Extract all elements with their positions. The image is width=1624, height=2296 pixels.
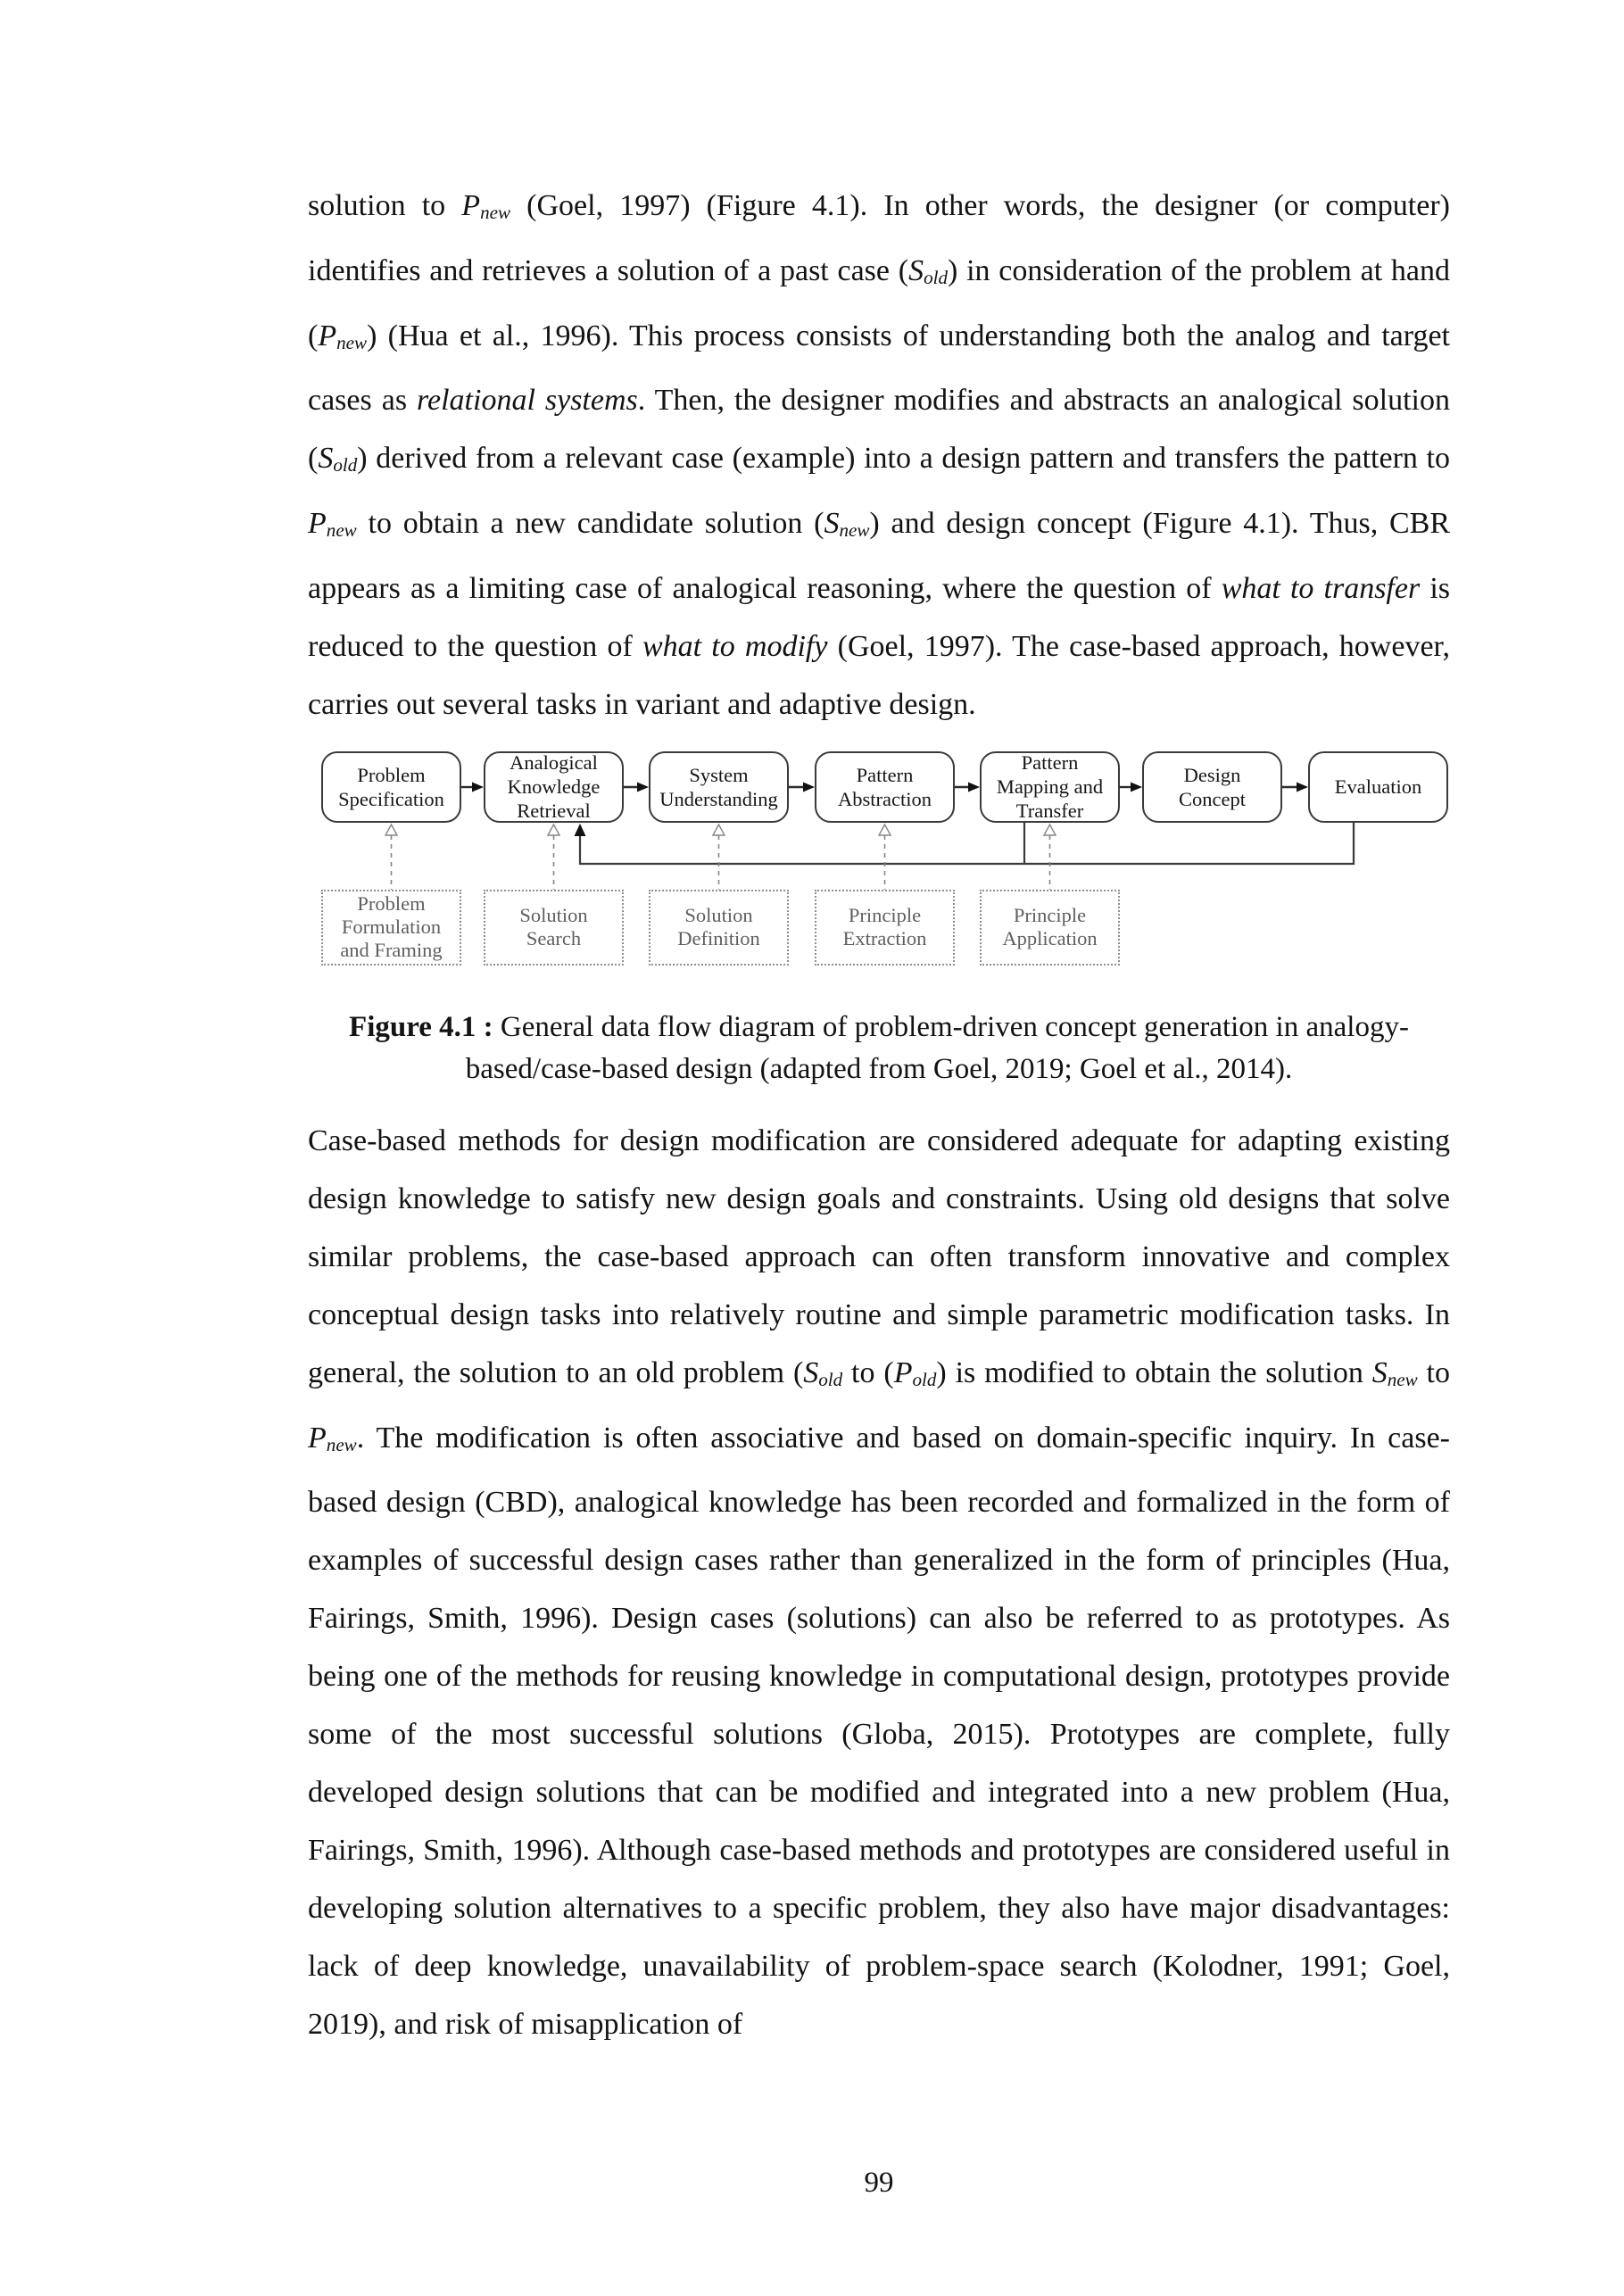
text-segment: what to modify <box>642 629 828 663</box>
text-segment: (Goel, 1997) (Figure 4.1). In other words, the designer (or computer) identifies and retrieves a solution of a past case ( <box>308 189 1450 287</box>
diagram-box-pattern-mapping-transfer: Pattern Mapping and Transfer <box>980 751 1120 823</box>
text-segment: ) in consideration of the problem at hand ( <box>308 253 1450 352</box>
text-segment: S <box>1371 1355 1388 1389</box>
diagram-box-system-understanding: System Understanding <box>649 751 789 823</box>
text-segment: S <box>803 1355 819 1389</box>
text-segment: . Then, the designer modifies and abstracts an analogical solution ( <box>308 384 1450 476</box>
text-segment: new <box>326 1433 357 1455</box>
text-segment: (Goel, 1997). The case-based approach, however, carries out several tasks in variant and adaptive design. <box>308 629 1451 721</box>
text-segment: new <box>839 518 870 541</box>
text-segment: S <box>824 507 840 541</box>
text-segment: new <box>1387 1368 1418 1390</box>
text-segment: new <box>336 331 368 353</box>
diagram-subbox-principle-extraction: Principle Extraction <box>815 890 955 966</box>
text-segment: old <box>912 1368 937 1390</box>
diagram-subbox-solution-search: Solution Search <box>484 890 624 966</box>
figure-4-1-diagram <box>308 734 1450 969</box>
text-segment: ) is modified to obtain the solution <box>936 1355 1372 1389</box>
text-segment: new <box>326 518 357 541</box>
text-segment: ) and design concept (Figure 4.1). Thus, CBR appears as a limiting case of analogical reasoning, where the question of <box>308 507 1450 605</box>
page-number: 99 <box>864 2167 894 2199</box>
text-segment: Case-based methods for design modification are considered adequate for adapting existing design knowledge to satisfy new design goals and constraints. Using old designs that solve similar problems, the case-based approach can often transform innovative and complex conceptual design tasks into relatively routine and simple parametric modification tasks. In general, the solution to an old problem ( <box>308 1123 1450 1389</box>
text-segment: old <box>924 266 949 288</box>
text-segment: P <box>318 319 337 352</box>
figure-caption-label: Figure 4.1 : <box>349 1010 493 1043</box>
dashed-connectors <box>392 835 1050 890</box>
text-segment: new <box>480 201 511 223</box>
diagram-box-design-concept: Design Concept <box>1142 751 1282 823</box>
text-segment: solution to <box>308 189 462 222</box>
text-segment: what to transfer <box>1221 571 1421 605</box>
diagram-box-analogical-knowledge-retrieval: Analogical Knowledge Retrieval <box>484 751 624 823</box>
text-segment: old <box>333 454 358 477</box>
body-paragraph-1 <box>308 177 1450 734</box>
text-segment: S <box>318 442 334 476</box>
figure-caption <box>344 1007 1414 1090</box>
text-segment: P <box>461 189 481 222</box>
feedback-arrow <box>575 823 1355 864</box>
text-segment: ) derived from a relevant case (example) into a design pattern and transfers the pattern to <box>357 442 1450 476</box>
text-segment: to ( <box>842 1355 894 1389</box>
text-segment: . The modification is often associative and based on domain-specific inquiry. In case-based design (CBD), analogical knowledge has been recorded and formalized in the form of examples of successful design cases rather than generalized in the form of principles (Hua, Fairings, Smith, 1996). Design cases (solutions) can also be referred to as prototypes. As being one of the methods for reusing knowledge in computational design, prototypes provide some of the most successful solutions (Globa, 2015). Prototypes are complete, fully developed design solutions that can be modified and integrated into a new problem (Hua, Fairings, Smith, 1996). Although case-based methods and prototypes are considered useful in developing solution alternatives to a specific problem, they also have major disadvantages: lack of deep knowledge, unavailability of problem-space search (Kolodner, 1991; Goel, 2019), and risk of misapplication of <box>308 1421 1450 2042</box>
diagram-subbox-problem-formulation: Problem Formulation and Framing <box>321 890 461 966</box>
text-segment: S <box>908 253 924 287</box>
diagram-subbox-principle-application: Principle Application <box>980 890 1120 966</box>
figure-caption-text: General data flow diagram of problem-driven concept generation in analogy-based/case-based design (adapted from Goel, 2019; Goel et al., 2014). <box>465 1010 1409 1085</box>
text-segment: relational systems <box>417 384 638 418</box>
text-column <box>308 0 1450 2053</box>
diagram-box-pattern-abstraction: Pattern Abstraction <box>815 751 955 823</box>
text-segment: to <box>1417 1355 1450 1389</box>
diagram-box-problem-specification: Problem Specification <box>321 751 461 823</box>
text-segment: P <box>308 1421 327 1455</box>
text-segment: is reduced to the question of <box>308 571 1451 663</box>
diagram-box-evaluation: Evaluation <box>1308 751 1448 823</box>
text-segment: P <box>893 1355 913 1389</box>
text-segment: P <box>308 507 327 541</box>
text-segment: to obtain a new candidate solution ( <box>356 507 824 541</box>
text-segment: ) (Hua et al., 1996). This process consists of understanding both the analog and target cases as <box>308 319 1450 418</box>
diagram-subbox-solution-definition: Solution Definition <box>649 890 789 966</box>
body-paragraph-2 <box>308 1112 1450 2054</box>
dashed-arrowheads <box>385 825 1056 835</box>
text-segment: old <box>818 1368 843 1390</box>
